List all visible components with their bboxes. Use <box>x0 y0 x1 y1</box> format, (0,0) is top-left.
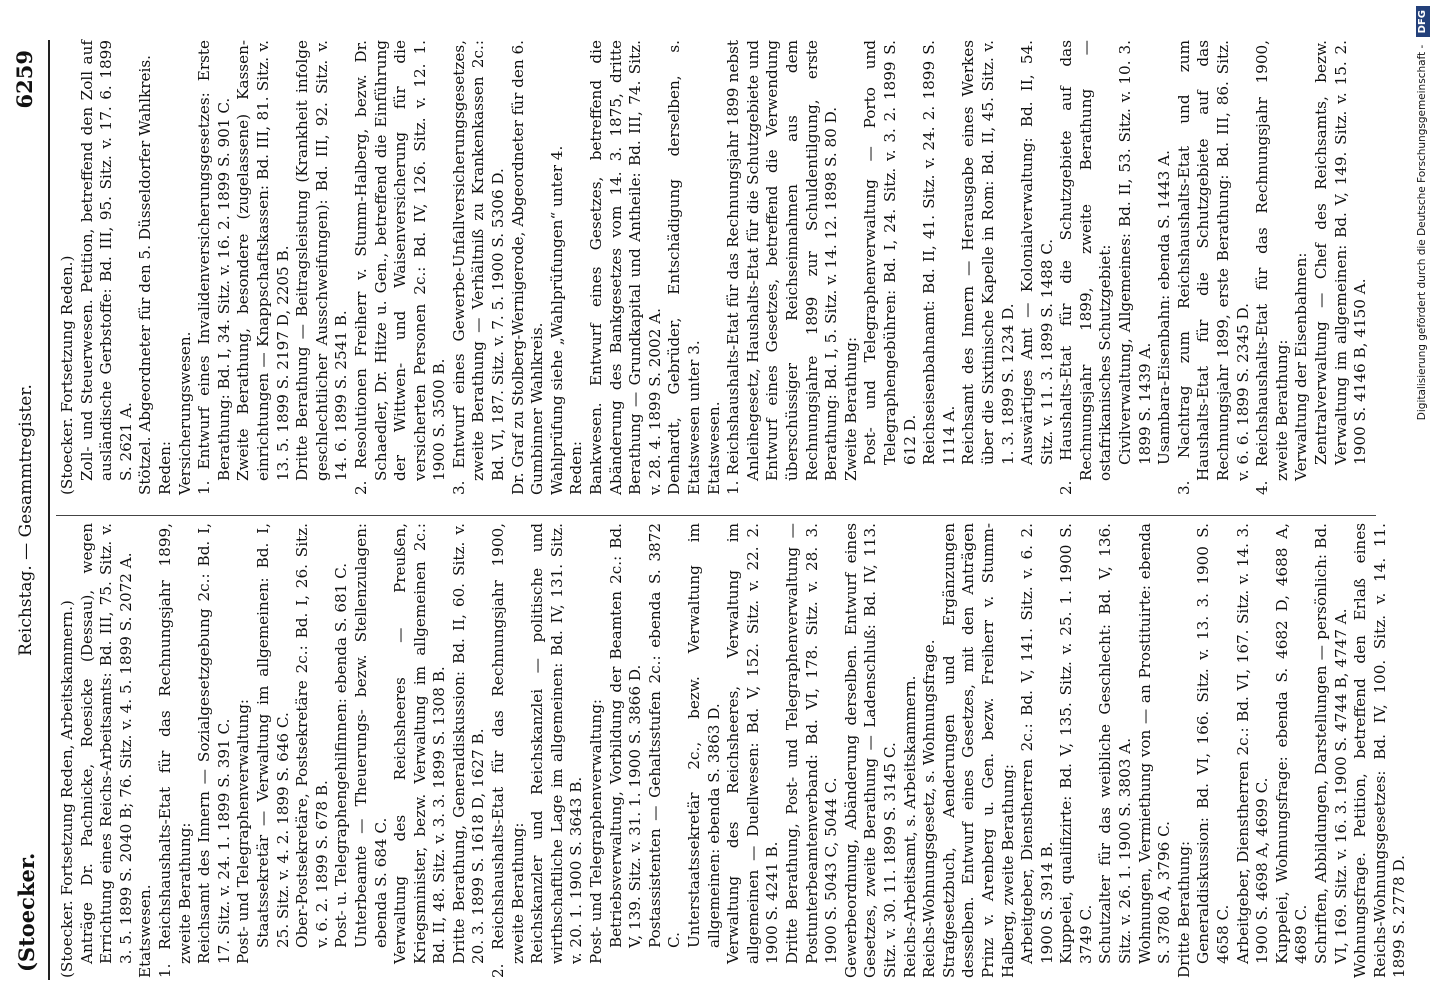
index-entry: 1. Entwurf eines Invalidenversicherungsgesetzes: Erste Berathung: Bd. I, 34. Sitz. v. 16. 2. 1899 S. 901 C. <box>195 40 233 495</box>
index-entry: Reichs-Wohnungsgesetz, s. Wohnungsfrage. <box>920 639 939 978</box>
index-entry: Post- u. Telegraphengehilfinnen: ebenda S. 681 C. <box>332 562 351 948</box>
index-entry: Dritte Berathung: <box>1174 840 1193 978</box>
page-number: 6259 <box>12 50 37 109</box>
index-entry: 4. Reichshaushalts-Etat für das Rechnungsjahr 1900, zweite Berathung: <box>1253 40 1291 495</box>
index-entry: Schutzalter für das weibliche Geschlecht: Bd. V, 136. Sitz. v. 26. 1. 1900 S. 3803 A. <box>1096 523 1135 964</box>
index-entry: 2. Haushalts-Etat für die Schutzgebiete auf das Rechnungsjahr 1899, zweite Berathung — ostafrikanisches Schutzgebiet: <box>1057 40 1115 495</box>
column-divider <box>56 515 1376 516</box>
index-entry: Arbeitgeber, Dienstherren 2c.: Bd. VI, 167. Sitz. v. 14. 3. 1900 S. 4698 A, 4699 C. <box>1233 523 1272 964</box>
side-strip <box>1412 6 1432 996</box>
index-entry: Post- und Telegraphenverwaltung: <box>234 698 253 964</box>
index-entry: Dr. Graf zu Stolberg-Wernigerode, Abgeordneter für den 6. Gumbinner Wahlkreis. <box>508 40 547 495</box>
index-entry: Dritte Berathung, Post- und Telegraphenverwaltung — Postunterbeamtenverband: Bd. VI, 178. Sitz. v. 28. 3. 1900 S. 5043 C, 5044 C. <box>782 523 841 964</box>
side-strip-text <box>1412 6 1432 996</box>
index-entry: Civilverwaltung, Allgemeines: Bd. II, 53. Sitz. v. 10. 3. 1899 S. 1439 A. <box>1116 40 1154 465</box>
index-entry: Usambara-Eisenbahn: ebenda S. 1443 A. <box>1155 150 1174 465</box>
index-entry: Zoll- und Steuerwesen. Petition, betreffend den Zoll auf ausländische Gerbstoffe: Bd. III, 95. Sitz. v. 17. 6. 1899 S. 2621 A. <box>77 40 135 481</box>
index-entry: 1. Reichshaushalts-Etat für das Rechnungsjahr 1899, zweite Berathung: <box>155 523 194 978</box>
index-entry: Ober-Postsekretäre, Postsekretäre 2c.: Bd. I, 26. Sitz. v. 6. 2. 1899 S. 678 B. <box>293 523 331 948</box>
funding-note: Digitalisierung gefördert durch die Deutsche Forschungsgemeinschaft - <box>1416 44 1428 421</box>
index-entry: Generaldiskussion: Bd. VI, 166. Sitz. v. 13. 3. 1900 S. 4658 C. <box>1194 523 1233 964</box>
index-entry: Wohnungsfrage. Petition, betreffend den Erlaß eines Reichs-Wohnungsgesetzes: Bd. IV, 100. Sitz. v. 14. 11. 1899 S. 2778 D. <box>1351 523 1409 978</box>
header-rule <box>48 40 50 980</box>
right-column <box>58 40 1371 495</box>
index-entry: Zweite Berathung: <box>841 336 860 481</box>
index-entry: 3. Nachtrag zum Reichshaushalts-Etat und zum Haushalts-Etat für die Schutzgebiete auf das Rechnungsjahr 1899, erste Berathung: Bd. III, 86. Sitz. v. 6. 6. 1899 S. 2345 D. <box>1174 40 1252 495</box>
index-entry: Kuppelei, qualifizirte: Bd. V, 135. Sitz. v. 25. 1. 1900 S. 3749 C. <box>1057 523 1095 964</box>
index-entry: Auswärtiges Amt — Kolonialverwaltung: Bd. II, 54. Sitz. v. 11. 3. 1899 S. 1488 C. <box>1018 40 1056 465</box>
index-entry: Dritte Berathung, Generaldiskussion: Bd. II, 60. Sitz. v. 20. 3. 1899 S. 1618 D, 1627 B. <box>449 523 488 964</box>
index-entry: Gewerbeordnung, Abänderung derselben. Entwurf eines Gesetzes, zweite Berathung — Ladenschluß: Bd. IV, 113. Sitz. v. 30. 11. 1899 S. 3145 C. <box>841 523 899 978</box>
index-entry: Unterstaatssekretär 2c., bezw. Verwaltung im allgemeinen: ebenda S. 3863 D. <box>685 523 723 948</box>
index-entry: Verwaltung des Reichsheeres — Preußen, Kriegsminister, bezw. Verwaltung im allgemeinen 2c.: Bd. II, 48. Sitz. v. 3. 3. 1899 S. 1308 B. <box>391 523 449 964</box>
index-entry: Post- und Telegraphenverwaltung — Porto und Telegraphengebühren: Bd. I, 24. Sitz. v. 3. 2. 1899 S. 612 D. <box>861 40 919 465</box>
index-entry: Anträge Dr. Pachnicke, Roesicke (Dessau), wegen Errichtung eines Reichs-Arbeitsamts: Bd. III, 75. Sitz. v. 3. 5. 1899 S. 2040 B; 76. Sitz. v. 4. 5. 1899 S. 2072 A. <box>77 523 135 964</box>
dfg-logo: DFG <box>1416 6 1430 37</box>
index-entry: (Stoecker. Fortsetzung Reden, Arbeitskammern.) <box>58 600 76 978</box>
index-entry: Unterbeamte — Theuerungs- bezw. Stellenzulagen: ebenda S. 684 C. <box>351 523 390 948</box>
index-entry: Reichskanzler und Reichskanzlei — politische und wirthschaftliche Lage im allgemeinen: Bd. IV, 131. Sitz. v. 20. 1. 1900 S. 3643 B. <box>528 523 586 964</box>
index-entry: (Stoecker. Fortsetzung Reden.) <box>58 255 76 495</box>
index-entry: 2. Resolutionen Freiherr v. Stumm-Halberg, bezw. Dr. Schaedler, Dr. Hitze u. Gen., betreffend die Einführung der Wittwen- und Waisenversicherung für die versicherten Personen 2c.: Bd. IV, 126. Sitz. v. 12. 1. 1900 S. 3500 B. <box>351 40 449 495</box>
index-entry: Reichseisenbahnamt: Bd. II, 41. Sitz. v. 24. 2. 1899 S. 1114 A. <box>920 40 958 465</box>
index-entry: Postassistenten — Gehaltsstufen 2c.: ebenda S. 3872 C. <box>645 523 684 948</box>
index-entry: Dritte Berathung — Beitragsleistung (Krankheit infolge geschlechtlicher Ausschweifungen): Bd. III, 92. Sitz. v. 14. 6. 1899 S. 2541 B. <box>293 40 351 481</box>
index-entry: Zweite Berathung, besondere (zugelassene) Kassen- einrichtungen — Knappschaftskassen: Bd. III, 81. Sitz. v. 13. 5. 1899 S. 2197 D, 2205 B. <box>234 40 292 481</box>
header-left: (Stoecker. <box>14 852 39 972</box>
index-entry: 1. Reichshaushalts-Etat für das Rechnungsjahr 1899 nebst Anleihegesetz, Haushalts-Etat für die Schutzgebiete und Entwurf eines Gesetzes, betreffend die Verwendung überschüssiger Reichseinnahmen aus dem Rechnungsjahre 1899 zur Schuldentilgung, erste Berathung: Bd. I, 5. Sitz. v. 14. 12. 1898 S. 80 D. <box>724 40 841 495</box>
index-entry: Verwaltung des Reichsheeres, Verwaltung im allgemeinen — Duellwesen: Bd. V, 152. Sitz. v. 22. 2. 1900 S. 4241 B. <box>724 523 782 964</box>
index-entry: Reichs-Arbeitsamt, s. Arbeitskammern. <box>900 675 919 978</box>
index-entry: Staatssekretär — Verwaltung im allgemeinen: Bd. I, 25. Sitz. v. 4. 2. 1899 S. 646 C. <box>253 523 292 948</box>
page-header <box>8 40 42 1000</box>
index-entry: Kuppelei, Wohnungsfrage: ebenda S. 4682 D, 4688 A, 4689 C. <box>1272 523 1311 964</box>
index-entry: 3. Entwurf eines Gewerbe-Unfallversicherungsgesetzes, zweite Berathung — Verhältniß zu Krankenkassen 2c.: Bd. VI, 187. Sitz. v. 7. 5. 1900 S. 5306 D. <box>449 40 508 495</box>
index-entry: Post- und Telegraphenverwaltung: <box>587 698 606 964</box>
index-entry: Reichsamt des Innern — Sozialgesetzgebung 2c.: Bd. I, 17. Sitz. v. 24. 1. 1899 S. 391 C. <box>195 523 233 964</box>
index-entry: Arbeitgeber, Dienstherren 2c.: Bd. V, 141. Sitz. v. 6. 2. 1900 S. 3914 B. <box>1018 523 1056 964</box>
index-entry: Stötzel. Abgeordneter für den 5. Düsseldorfer Wahlkreis. <box>136 55 155 495</box>
index-entry: Wahlprüfung siehe „Wahlprüfungen“ unter 4. <box>547 145 566 495</box>
header-center: Reichstag. — Gesammtregister. <box>16 384 36 656</box>
index-entry: Versicherungswesen. <box>175 331 194 495</box>
index-entry: Bankwesen. Entwurf eines Gesetzes, betreffend die Abänderung des Bankgesetzes vom 14. 3. 1875, dritte Berathung — Grundkapital und Antheile: Bd. III, 74. Sitz. v. 28. 4. 1899 S. 2002 A. <box>587 40 664 495</box>
index-entry: Etatswesen. <box>704 401 723 495</box>
index-entry: Reden: <box>155 440 174 495</box>
index-entry: Reden: <box>567 440 586 495</box>
index-entry: Wohnungen, Vermiethung von — an Prostituirte: ebenda S. 3780 A, 3796 C. <box>1135 523 1174 964</box>
index-entry: 2. Reichshaushalts-Etat für das Rechnungsjahr 1900, zweite Berathung: <box>489 523 527 978</box>
index-entry: Denhardt, Gebrüder, Entschädigung derselben, s. Etatswesen unter 3. <box>665 40 703 495</box>
index-entry: Etatswesen. <box>136 884 155 978</box>
index-entry: Reichsamt des Innern — Herausgabe eines Werkes über die Sixtinische Kapelle in Rom: Bd. II, 45. Sitz. v. 1. 3. 1899 S. 1234 D. <box>959 40 1017 465</box>
index-entry: Strafgesetzbuch, Aenderungen und Ergänzungen desselben. Entwurf eines Gesetzes, mit den Anträgen Prinz v. Arenberg u. Gen. bezw. Freiherr v. Stumm-Halberg, zweite Berathung: <box>939 523 1017 978</box>
index-entry: Schriften, Abbildungen, Darstellungen — persönlich: Bd. VI, 169. Sitz. v. 16. 3. 1900 S. 4744 B, 4747 A. <box>1312 523 1350 964</box>
index-entry: Verwaltung der Eisenbahnen: <box>1292 252 1311 481</box>
left-column <box>58 523 1410 978</box>
index-entry: Zentralverwaltung — Chef des Reichsamts, bezw. Verwaltung im allgemeinen: Bd. V, 149. Sitz. v. 15. 2. 1900 S. 4146 B, 4150 A. <box>1312 40 1370 465</box>
index-entry: Betriebsverwaltung, Vorbildung der Beamten 2c.: Bd. V, 139. Sitz. v. 31. 1. 1900 S. 3866 D. <box>606 523 645 948</box>
